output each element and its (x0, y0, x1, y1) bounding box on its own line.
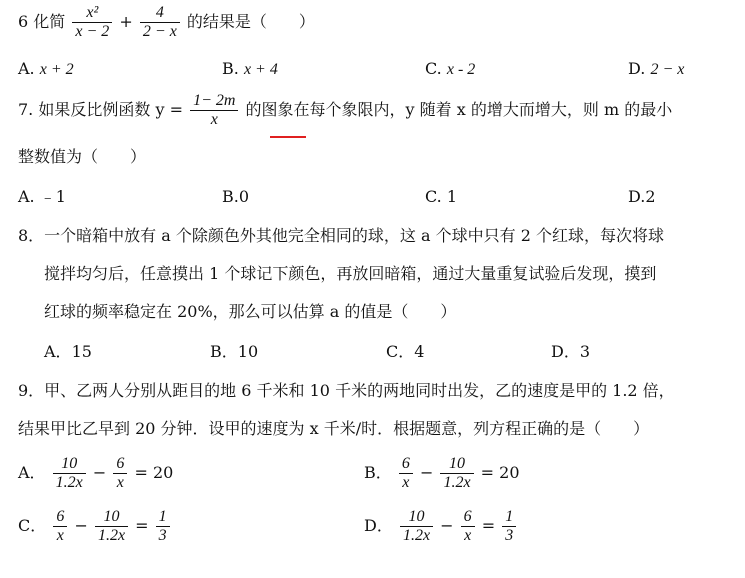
q7-option-d[interactable] (628, 186, 656, 208)
q7-line2: 整数值为（ ） (18, 147, 147, 166)
option-label: A． (44, 342, 72, 361)
operator: − (74, 516, 88, 535)
frac-num: 6 (113, 455, 127, 474)
q6-frac1-num: x² (72, 4, 112, 23)
frac-num: 10 (95, 508, 128, 527)
q6-frac2-den: 2 − x (142, 23, 177, 40)
frac-num: 6 (461, 508, 475, 527)
q7-option-a[interactable] (18, 186, 66, 208)
option-label: D. (628, 187, 646, 206)
option-text: 0 (238, 187, 250, 206)
q9-line1: 9．甲、乙两人分别从距目的地 6 千米和 10 千米的两地同时出发，乙的速度是甲的 1.2 倍， (18, 381, 675, 400)
option-label: A. (18, 59, 35, 78)
operator: − (419, 463, 434, 482)
option-label: B. (222, 59, 239, 78)
frac-den: 1.2x (443, 474, 471, 491)
frac-num: 1 (156, 508, 170, 527)
option-label: A. (18, 187, 35, 206)
q7-prefix: 如果反比例函数 y = (38, 100, 183, 119)
frac-num: 10 (400, 508, 433, 527)
equals-value: = 20 (480, 463, 520, 482)
q6-number: 6 (18, 12, 29, 31)
q7-frac-num: 1− 2m (190, 92, 238, 111)
q8-option-b[interactable] (210, 341, 258, 363)
q7-option-b[interactable] (222, 186, 249, 208)
operator: − (440, 516, 454, 535)
red-underline-mark (270, 136, 306, 138)
option-label: D． (551, 342, 580, 361)
equals-sign: = (135, 516, 149, 535)
frac-den: x (402, 474, 410, 491)
q6-option-a[interactable] (18, 58, 74, 81)
frac-den: x (56, 527, 64, 544)
option-text: x + 4 (243, 61, 278, 78)
equals-value: = 20 (134, 463, 174, 482)
option-text: 10 (237, 342, 259, 361)
frac-num: 6 (399, 455, 413, 474)
option-text: 4 (414, 342, 425, 361)
q6-prefix: 化简 (33, 12, 66, 31)
q6-fraction-1 (72, 4, 112, 41)
q6-option-c[interactable] (425, 58, 475, 81)
frac-den: 3 (158, 527, 167, 544)
fraction (113, 455, 127, 492)
frac-den: x (464, 527, 472, 544)
option-text: 15 (71, 342, 92, 361)
q9-option-a[interactable] (18, 455, 173, 492)
q7-option-c[interactable] (425, 186, 457, 208)
q9-line2: 结果甲比乙早到 20 分钟．设甲的速度为 x 千米/时．根据题意，列方程正确的是（ ） (18, 419, 650, 438)
q7-fraction (190, 92, 238, 129)
fraction (53, 455, 86, 492)
q9-option-b[interactable] (364, 455, 520, 492)
fraction (502, 508, 516, 545)
q6-frac1-den: x − 2 (75, 23, 110, 40)
frac-num: 1 (502, 508, 516, 527)
q8-line1: 8．一个暗箱中放有 a 个除颜色外其他完全相同的球，这 a 个球中只有 2 个红球，每次将球 (18, 226, 664, 245)
q7-stem (18, 92, 672, 129)
equals-sign: = (481, 516, 496, 535)
q6-option-d[interactable] (628, 58, 684, 81)
q6-stem (18, 4, 315, 41)
frac-den: 1.2x (97, 527, 126, 544)
option-text: x + 2 (39, 61, 74, 78)
q7-number: 7. (18, 100, 34, 119)
operator: − (92, 463, 107, 482)
fraction (400, 508, 433, 545)
frac-num: 10 (53, 455, 86, 474)
q8-line3: 红球的频率稳定在 20%，那么可以估算 a 的值是（ ） (44, 302, 457, 321)
q6-option-b[interactable] (222, 58, 278, 81)
q8-option-a[interactable] (44, 341, 92, 363)
frac-den: 3 (505, 527, 514, 544)
frac-num: 10 (440, 455, 473, 474)
q8-option-d[interactable] (551, 341, 590, 363)
fraction (440, 455, 473, 492)
fraction (461, 508, 475, 545)
q8-line2: 搅拌均匀后，任意摸出 1 个球记下颜色，再放回暗箱，通过大量重复试验后发现，摸到 (44, 264, 657, 283)
q9-option-d[interactable] (364, 508, 518, 545)
option-label: D． (364, 516, 393, 535)
option-text: 1 (446, 187, 458, 206)
option-text: ﹣1 (39, 187, 66, 206)
option-label: B． (210, 342, 238, 361)
q6-frac2-num: 4 (140, 4, 180, 23)
option-text: 2 (645, 187, 656, 206)
option-label: B． (364, 463, 392, 482)
q6-suffix: 的结果是（ ） (186, 12, 315, 31)
frac-den: 1.2x (55, 474, 83, 491)
option-text: 2 − x (650, 61, 685, 78)
q6-fraction-2 (140, 4, 180, 41)
q8-option-c[interactable] (386, 341, 424, 363)
option-label: B. (222, 187, 239, 206)
frac-num: 6 (53, 508, 67, 527)
q6-operator: + (119, 12, 133, 31)
fraction (53, 508, 67, 545)
fraction (399, 455, 413, 492)
fraction (156, 508, 170, 545)
q7-frac-den: x (210, 111, 218, 128)
option-text: x - 2 (446, 61, 476, 78)
fraction (95, 508, 128, 545)
option-label: C． (18, 516, 47, 535)
frac-den: 1.2x (402, 527, 431, 544)
option-label: C． (386, 342, 415, 361)
option-label: C. (425, 59, 442, 78)
option-label: C. (425, 187, 442, 206)
frac-den: x (116, 474, 124, 491)
option-label: D. (628, 59, 646, 78)
option-label: A． (18, 463, 46, 482)
q9-option-c[interactable] (18, 508, 172, 545)
q7-suffix: 的图象在每个象限内，y 随着 x 的增大而增大，则 m 的最小 (245, 100, 673, 119)
option-text: 3 (579, 342, 591, 361)
